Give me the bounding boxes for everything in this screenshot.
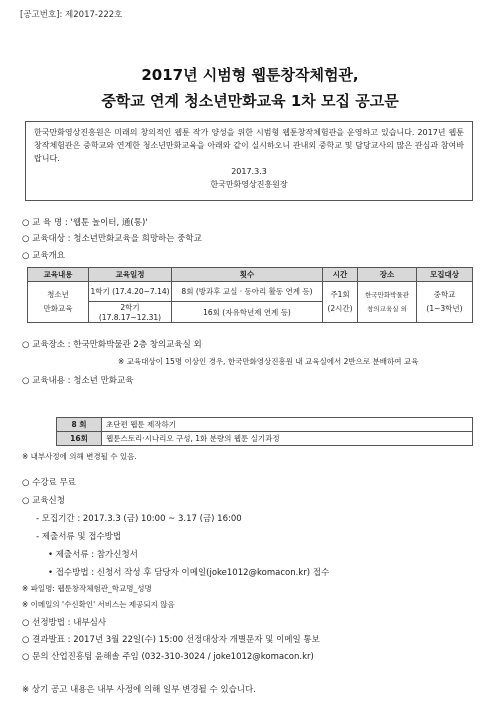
intro-org: 한국만화영상진흥원장: [210, 180, 288, 189]
intro-box: [25, 121, 473, 201]
content-row-2: [57, 432, 473, 446]
notice-number: [공고번호]: 제2017-222호: [20, 10, 123, 20]
apply-docs: - 제출서류 및 접수방법: [36, 532, 122, 542]
edu-target: ○ 교육대상 : 청소년만화교육을 희망하는 중학교: [22, 234, 202, 244]
result: ○ 결과발표 : 2017년 3월 22일(수) 15:00 선정대상자 개별문자 및 이메일 통보: [22, 635, 320, 645]
page-title-line1: 2017년 시범형 웹툰창작체험관,: [141, 66, 359, 84]
th-time: 시간: [323, 268, 358, 282]
edu-place-note: ※ 교육대상이 15명 이상인 경우, 한국만화영상진흥원 내 교육실에서 2반으로 분배하여 교육: [118, 357, 419, 366]
footer-note: ※ 상기 공고 내용은 내부 사정에 의해 일부 변경될 수 있습니다.: [22, 685, 256, 695]
intro-text: 한국만화영상진흥원은 미래의 창의적인 웹툰 작가 양성을 위한 시범형 웹툰창작체험관을 운영하고 있습니다. 2017년 웹툰창작체험관은 중학교와 연계한 청소년만화교육을 아래와 같이 실시하오니 관내외 중학교 및 담당교사의 많은 관심과 참여바랍니다.: [34, 128, 464, 163]
contact: ○ 문의 산업진흥팀 윤해솔 주임 (032-310-3024 / joke1012@komacon.kr): [22, 652, 314, 662]
th-target: 모집대상: [417, 268, 473, 282]
edu-place: ○ 교육장소 : 한국만화박물관 2층 창의교육실 외: [22, 340, 202, 350]
td-content: 청소년 만화교육: [28, 282, 89, 323]
schedule-row-1: [28, 282, 473, 302]
apply: ○ 교육신청: [22, 496, 65, 506]
intro-date: 2017.3.3: [231, 167, 267, 176]
content-row-1: [57, 418, 473, 432]
fee: ○ 수강료 무료: [22, 478, 76, 488]
td-term1-count: 8회 (방과후 교실 · 동아리 활동 연계 등): [172, 282, 323, 302]
apply-email-note: ※ 이메일의 '수신확인' 서비스는 제공되지 않음: [22, 600, 175, 609]
apply-file-note: ※ 파일명: 웹툰창작체험관_학교명_성명: [22, 584, 152, 593]
td-term2: 2학기 (17.8.17~12.31): [89, 302, 172, 323]
td-time: 주1회 (2시간): [323, 282, 358, 323]
td-term2-count: 16회 (자유학년제 연계 등): [172, 302, 323, 323]
apply-method-item: • 접수방법 : 신청서 작성 후 담당자 이메일(joke1012@komacon.kr) 접수: [48, 568, 330, 578]
content-table: [56, 417, 473, 446]
edu-overview: ○ 교육개요: [22, 251, 65, 261]
content-key-2: 16회: [57, 432, 102, 446]
td-place: 한국만화박물관 창의교육실 외: [358, 282, 417, 323]
schedule-header-row: [28, 268, 473, 282]
schedule-table: [27, 267, 473, 323]
content-value-1: 초단편 웹툰 제작하기: [102, 418, 473, 432]
th-schedule: 교육일정: [89, 268, 172, 282]
th-content: 교육내용: [28, 268, 89, 282]
content-note: ※ 내부사정에 의해 변경될 수 있음.: [22, 452, 137, 461]
content-value-2: 웹툰스토리·시나리오 구성, 1화 분량의 웹툰 실기과정: [102, 432, 473, 446]
th-count: 횟수: [172, 268, 323, 282]
select-method: ○ 선정방법 : 내부심사: [22, 618, 107, 628]
td-term1: 1학기 (17.4.20~7.14): [89, 282, 172, 302]
edu-content: ○ 교육내용 : 청소년 만화교육: [22, 376, 134, 386]
content-key-1: 8 회: [57, 418, 102, 432]
edu-name: ○ 교 육 명 : '웹툰 놀이터, 通(통)': [22, 218, 148, 228]
apply-docs-item: • 제출서류 : 참가신청서: [48, 550, 138, 560]
td-target: 중학교 (1~3학년): [417, 282, 473, 323]
th-place: 장소: [358, 268, 417, 282]
page-title-line2: 중학교 연계 청소년만화교육 1차 모집 공고문: [101, 92, 399, 110]
apply-period: - 모집기간 : 2017.3.3 (금) 10:00 ~ 3.17 (금) 16:00: [36, 514, 242, 524]
